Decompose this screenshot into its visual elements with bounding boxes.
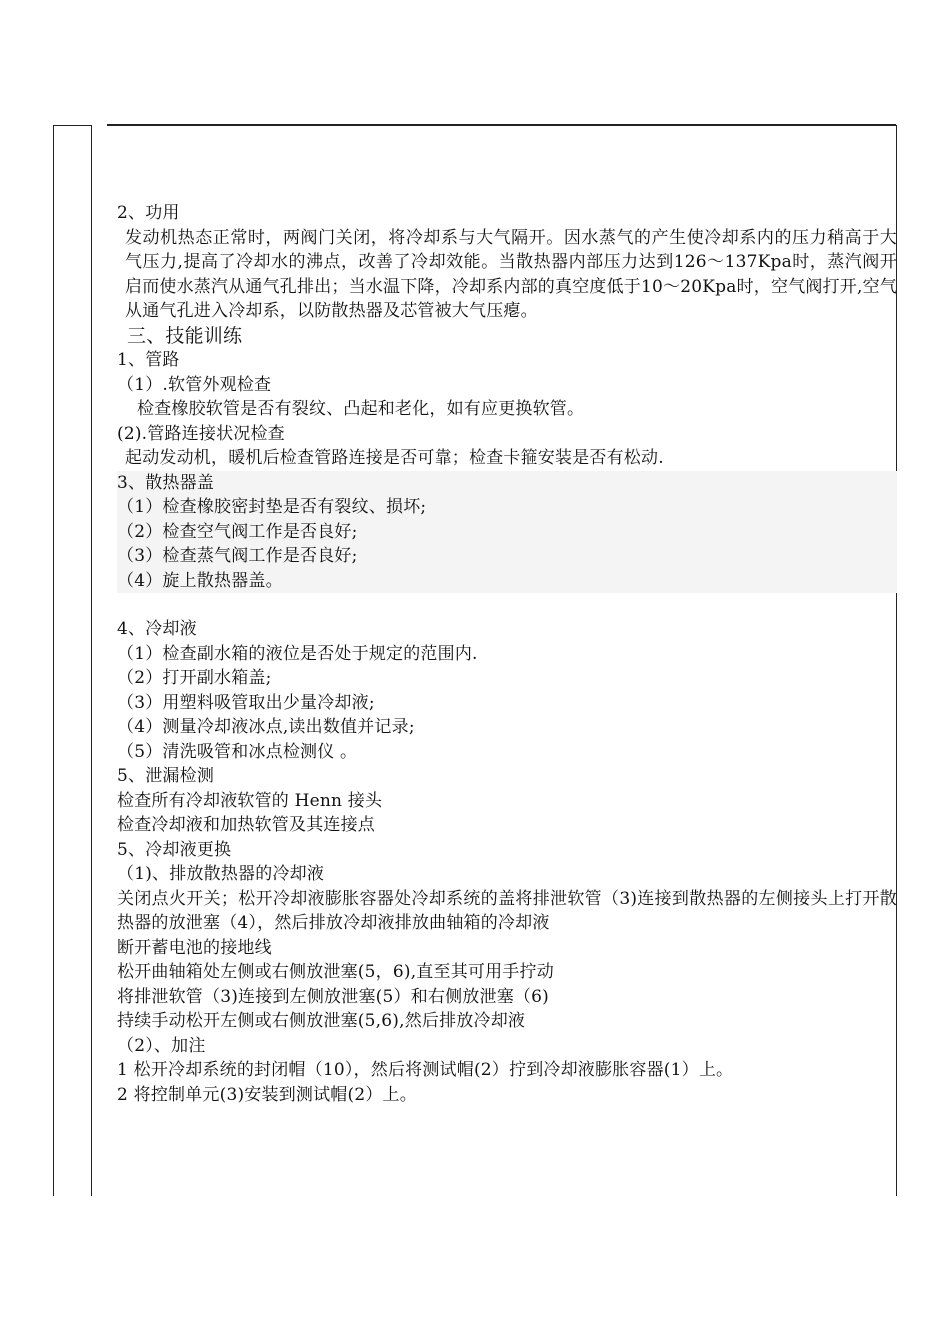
radiator-cap-block [117, 471, 897, 594]
list-item: 检查冷却液和加热软管及其连接点 [117, 815, 375, 835]
pipe-item-1-title: （1）.软管外观检查 [117, 374, 272, 395]
table-outer-left-border [53, 125, 54, 1196]
function-paragraph: 发动机热态正常时，两阀门关闭，将冷却系与大气隔开。因水蒸气的产生使冷却系内的压力稍高于大气压力,提高了冷却水的沸点，改善了冷却效能。当散热器内部压力达到126～137Kpa时，蒸汽阀开启而使水蒸汽从通气孔排出；当水温下降，冷却系内部的真空度低于10～20Kpa时，空气阀打开,空气从通气孔进入冷却系，以防散热器及芯管被大气压瘪。 [125, 227, 897, 321]
pipe-item-1-body: 检查橡胶软管是否有裂纹、凸起和老化，如有应更换软管。 [137, 399, 585, 419]
list-item: 断开蓄电池的接地线 [117, 937, 272, 958]
replace-step-1-title: （1)、排放散热器的冷却液 [117, 864, 325, 884]
table-top-border-left [53, 125, 91, 126]
list-item: （2）打开副水箱盖; [117, 668, 272, 688]
replace-step-2-title: （2）、加注 [117, 1035, 206, 1056]
coolant-heading: 4、冷却液 [117, 619, 197, 639]
list-item: （4）测量冷却液冰点,读出数值并记录; [117, 717, 415, 737]
function-heading: 2、功用 [117, 203, 180, 223]
skills-heading: 三、技能训练 [127, 324, 243, 347]
list-item: 检查所有冷却液软管的 Henn 接头 [117, 790, 383, 811]
list-item: （1）检查橡胶密封垫是否有裂纹、损坏; [117, 497, 427, 517]
spacer [117, 593, 897, 617]
list-item: （3）用塑料吸管取出少量冷却液; [117, 692, 375, 713]
pipe-heading: 1、管路 [117, 350, 180, 370]
replace-heading: 5、冷却液更换 [117, 839, 232, 860]
list-item: （5）清洗吸管和冰点检测仪 。 [117, 741, 358, 762]
table-top-border [107, 124, 896, 126]
table-inner-left-border [91, 125, 92, 1196]
pipe-item-2-body: 起动发动机，暖机后检查管路连接是否可靠；检查卡箍安装是否有松动. [125, 448, 664, 468]
leak-heading: 5、泄漏检测 [117, 766, 215, 786]
list-item: （3）检查蒸气阀工作是否良好; [117, 546, 358, 566]
replace-step-2-line-2: 2 将控制单元(3)安装到测试帽(2）上。 [117, 1084, 417, 1105]
list-item: 松开曲轴箱处左侧或右侧放泄塞(5，6),直至其可用手拧动 [117, 962, 554, 982]
list-item: 持续手动松开左侧或右侧放泄塞(5,6),然后排放冷却液 [117, 1011, 526, 1031]
radiator-cap-heading: 3、散热器盖 [117, 472, 215, 493]
document-body [117, 201, 897, 1107]
replace-step-2-line-1: 1 松开冷却系统的封闭帽（10），然后将测试帽(2）拧到冷却液膨胀容器(1）上。 [117, 1060, 734, 1080]
list-item: （2）检查空气阀工作是否良好; [117, 521, 358, 542]
list-item: （1）检查副水箱的液位是否处于规定的范围内. [117, 643, 478, 664]
pipe-item-2-title: (2).管路连接状况检查 [117, 423, 285, 444]
list-item: （4）旋上散热器盖。 [117, 570, 283, 591]
replace-step-1-paragraph: 关闭点火开关；松开冷却液膨胀容器处冷却系统的盖将排泄软管（3)连接到散热器的左侧接头上打开散热器的放泄塞（4），然后排放冷却液排放曲轴箱的冷却液 [117, 888, 897, 933]
list-item: 将排泄软管（3)连接到左侧放泄塞(5）和右侧放泄塞（6) [117, 986, 549, 1007]
